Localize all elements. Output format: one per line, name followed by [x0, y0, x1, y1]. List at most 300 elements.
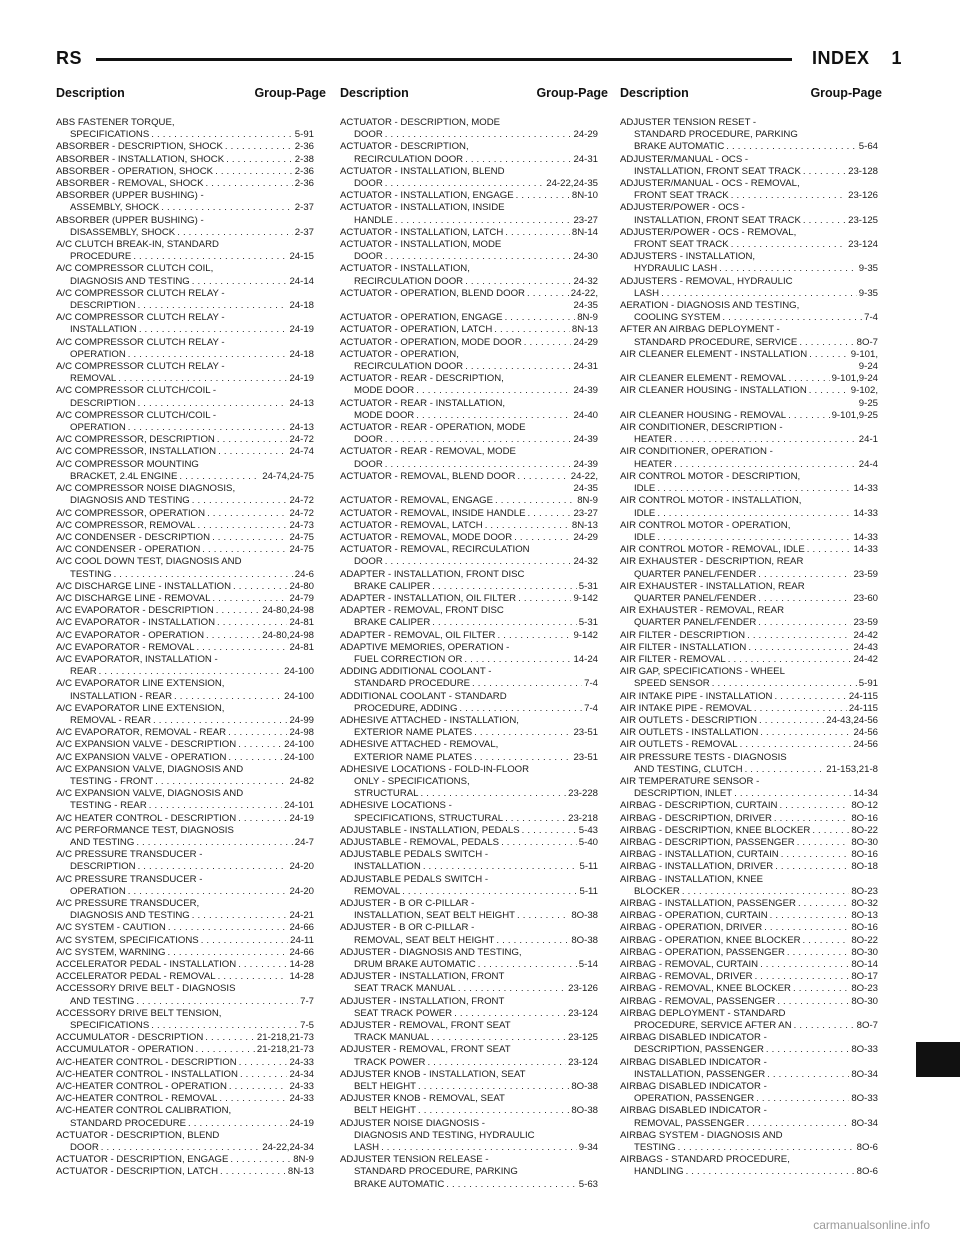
- entry-text: ADJUSTABLE PEDALS SWITCH -: [340, 873, 489, 885]
- entry-page: 24-29: [573, 531, 598, 543]
- entry-text: ABSORBER (UPPER BUSHING) -: [56, 214, 204, 226]
- dot-leader: [133, 251, 287, 263]
- dot-leader: [454, 1008, 566, 1020]
- dot-leader: [138, 398, 288, 410]
- entry-text: A/C COMPRESSOR MOUNTING: [56, 458, 199, 470]
- entry-text: AIRBAG - DESCRIPTION, CURTAIN: [620, 800, 778, 812]
- dot-leader: [803, 166, 846, 178]
- entry-text: ADJUSTER - INSTALLATION, FRONT: [340, 971, 505, 983]
- entry-text: ADJUSTABLE - REMOVAL, PEDALS: [340, 836, 500, 848]
- dot-leader: [518, 593, 571, 605]
- dot-leader: [201, 935, 288, 947]
- entry-text: ACTUATOR - REMOVAL, RECIRCULATION: [340, 544, 530, 556]
- dot-leader: [206, 630, 260, 642]
- dot-leader: [218, 971, 288, 983]
- dot-leader: [230, 1154, 291, 1166]
- entry-page: 24-31: [573, 153, 598, 165]
- index-entry: [620, 935, 878, 947]
- dot-leader: [755, 971, 850, 983]
- entry-text: SEAT TRACK POWER: [354, 1007, 453, 1019]
- entry-text: ACTUATOR - INSTALLATION,: [340, 263, 470, 275]
- entry-page: 8O-33: [851, 1093, 878, 1105]
- index-entry: [340, 715, 598, 739]
- entry-text: SPECIFICATIONS: [70, 1020, 150, 1032]
- entry-page: 8O-34: [851, 1117, 878, 1129]
- entry-text: A/C DISCHARGE LINE - INSTALLATION: [56, 580, 232, 592]
- dot-leader: [712, 678, 857, 690]
- entry-page: 24-43,24-56: [826, 714, 878, 726]
- dot-leader: [395, 215, 572, 227]
- dot-leader: [496, 935, 569, 947]
- index-entry: [56, 678, 314, 702]
- entry-text: AIR CONTROL MOTOR - REMOVAL, IDLE: [620, 544, 805, 556]
- dot-leader: [192, 495, 288, 507]
- entry-page: 24-80: [289, 580, 314, 592]
- entry-page: 8O-33: [851, 1044, 878, 1056]
- dot-leader: [233, 581, 287, 593]
- dot-leader: [218, 446, 287, 458]
- index-entry: [56, 752, 314, 764]
- entry-text: AIRBAG DEPLOYMENT - STANDARD: [620, 1007, 786, 1019]
- dot-leader: [421, 788, 567, 800]
- entry-page: 24-33: [289, 1081, 314, 1093]
- entry-text: ACTUATOR - REAR - OPERATION, MODE: [340, 422, 526, 434]
- entry-text: A/C COMPRESSOR CLUTCH RELAY -: [56, 287, 225, 299]
- entry-text: ACTUATOR - OPERATION, LATCH: [340, 324, 493, 336]
- entry-text: INSTALLATION: [70, 324, 137, 336]
- dot-leader: [774, 813, 849, 825]
- entry-text: ADJUSTER - REMOVAL, FRONT SEAT: [340, 1044, 511, 1056]
- entry-text: STANDARD PROCEDURE: [70, 1117, 187, 1129]
- entry-page: 24-81: [289, 641, 314, 653]
- index-entry: [620, 154, 878, 178]
- entry-page: 7-7: [300, 995, 314, 1007]
- entry-page: 8O-7: [856, 1020, 878, 1032]
- entry-text: A/C EVAPORATOR LINE EXTENSION,: [56, 678, 225, 690]
- entry-page: 9-101,: [850, 348, 878, 360]
- entry-page: 8O-16: [851, 922, 878, 934]
- entry-text: REMOVAL, PASSENGER: [634, 1117, 745, 1129]
- dot-leader: [99, 666, 282, 678]
- entry-text: A/C COMPRESSOR, REMOVAL: [56, 519, 196, 531]
- dot-leader: [151, 129, 293, 141]
- dot-leader: [770, 910, 850, 922]
- index-entry: [620, 813, 878, 825]
- entry-page: 24-56: [853, 727, 878, 739]
- entry-page: 7-4: [864, 312, 878, 324]
- entry-text: DESCRIPTION: [70, 397, 136, 409]
- entry-text: OPERATION: [70, 348, 126, 360]
- index-entry: [340, 825, 598, 837]
- entry-text: LASH: [354, 1142, 380, 1154]
- entry-text: A/C COMPRESSOR, INSTALLATION: [56, 446, 217, 458]
- entry-page: 14-33: [853, 531, 878, 543]
- entry-page-continued: 9-24: [858, 361, 878, 373]
- entry-page: 24-19: [289, 324, 314, 336]
- entry-page: 24-79: [289, 592, 314, 604]
- entry-page: 21-218,21-73: [256, 1044, 314, 1056]
- entry-page: 24-21: [289, 910, 314, 922]
- entry-text: ACTUATOR - REAR - DESCRIPTION,: [340, 373, 504, 385]
- index-entry: [620, 825, 878, 837]
- entry-page: 2-37: [294, 226, 314, 238]
- index-entry: [340, 642, 598, 666]
- dot-leader: [740, 739, 852, 751]
- entry-text: ACTUATOR - REMOVAL, INSIDE HANDLE: [340, 507, 526, 519]
- index-entry: [56, 544, 314, 556]
- index-title: INDEX: [811, 48, 870, 68]
- entry-page: 24-74,24-75: [262, 470, 314, 482]
- entry-text: ADAPTIVE MEMORIES, OPERATION -: [340, 641, 510, 653]
- dot-leader: [207, 508, 287, 520]
- entry-text: ONLY - SPECIFICATIONS,: [354, 775, 470, 787]
- index-entry: [620, 959, 878, 971]
- dot-leader: [657, 483, 851, 495]
- entry-text: HANDLE: [354, 214, 393, 226]
- entry-text: ACTUATOR - DESCRIPTION, MODE: [340, 117, 501, 128]
- index-entry: [620, 1057, 878, 1081]
- entry-page: 24-7: [294, 836, 314, 848]
- entry-text: HYDRAULIC LASH: [634, 263, 718, 275]
- column-header-2: [340, 86, 608, 100]
- dot-leader: [418, 1105, 569, 1117]
- entry-text: AIR OUTLETS - REMOVAL: [620, 739, 738, 751]
- dot-leader: [731, 190, 846, 202]
- entry-page: 24-14: [289, 275, 314, 287]
- entry-page: 2-36: [294, 141, 314, 153]
- index-entry: [56, 312, 314, 336]
- entry-page: 9-102,: [850, 385, 878, 397]
- dot-leader: [686, 1166, 855, 1178]
- dot-leader: [101, 1142, 260, 1154]
- entry-page: 24-66: [289, 922, 314, 934]
- dot-leader: [505, 312, 576, 324]
- entry-text: ABSORBER (UPPER BUSHING) -: [56, 190, 204, 202]
- entry-page: 2-37: [294, 202, 314, 214]
- index-entry: [620, 996, 878, 1008]
- entry-text: ABSORBER - DESCRIPTION, SHOCK: [56, 141, 223, 153]
- entry-text: AIRBAG - INSTALLATION, KNEE: [620, 873, 764, 885]
- dot-leader: [678, 1142, 855, 1154]
- dot-leader: [385, 556, 572, 568]
- dot-leader: [764, 922, 849, 934]
- index-entry: [620, 666, 878, 690]
- dot-leader: [220, 1166, 286, 1178]
- index-entry: [56, 874, 314, 898]
- entry-page: 24-42: [853, 629, 878, 641]
- dot-leader: [168, 922, 288, 934]
- index-entry: [56, 959, 314, 971]
- entry-page: 24-32: [573, 275, 598, 287]
- index-entry: [340, 996, 598, 1020]
- entry-page: 8O-14: [851, 959, 878, 971]
- index-entry: [340, 666, 598, 690]
- entry-page: 8O-34: [851, 1068, 878, 1080]
- entry-page: 23-124: [568, 1007, 598, 1019]
- entry-page: 8O-6: [856, 1142, 878, 1154]
- dot-leader: [793, 983, 849, 995]
- entry-text: ACTUATOR - REAR - INSTALLATION,: [340, 397, 506, 409]
- entry-text: INSTALLATION, FRONT SEAT TRACK: [634, 165, 801, 177]
- page-header: [56, 46, 902, 76]
- index-entry: [340, 605, 598, 629]
- entry-text: A/C SYSTEM, WARNING: [56, 946, 166, 958]
- entry-page: 7-5: [300, 1020, 314, 1032]
- index-entry: [340, 739, 598, 763]
- entry-text: AIR CONDITIONER, OPERATION -: [620, 446, 773, 458]
- index-entry: [56, 166, 314, 178]
- dot-leader: [812, 825, 849, 837]
- entry-page: 23-60: [853, 592, 878, 604]
- entry-text: ADAPTER - INSTALLATION, OIL FILTER: [340, 592, 517, 604]
- index-entry: [340, 1069, 598, 1093]
- index-entry: [56, 630, 314, 642]
- entry-page: 8O-16: [851, 849, 878, 861]
- index-entry: [56, 520, 314, 532]
- entry-text: AIR EXHAUSTER - INSTALLATION, REAR: [620, 580, 805, 592]
- entry-page: 8O-22: [851, 824, 878, 836]
- column-header-group-page: Group-Page: [810, 86, 882, 100]
- index-entry: [56, 983, 314, 1007]
- dot-leader: [136, 837, 292, 849]
- index-entry: [620, 898, 878, 910]
- entry-text: A/C COMPRESSOR, DESCRIPTION: [56, 434, 215, 446]
- entry-text: ACCESSORY DRIVE BELT TENSION,: [56, 1007, 222, 1019]
- index-entry: [56, 1008, 314, 1032]
- dot-leader: [803, 935, 850, 947]
- index-entry: [620, 300, 878, 324]
- entry-page: 24-29: [573, 336, 598, 348]
- entry-text: AIR CONTROL MOTOR - DESCRIPTION,: [620, 470, 801, 482]
- entry-page: 24-39: [573, 458, 598, 470]
- dot-leader: [759, 715, 824, 727]
- dot-leader: [196, 642, 287, 654]
- entry-text: FUEL CORRECTION OR: [354, 653, 463, 665]
- entry-text: ACTUATOR - INSTALLATION, INSIDE: [340, 202, 505, 214]
- entry-page: 7-4: [584, 702, 598, 714]
- entry-text: PROCEDURE: [70, 251, 132, 263]
- index-column-3: [620, 117, 878, 1179]
- index-entry: [56, 532, 314, 544]
- entry-text: ACTUATOR - DESCRIPTION,: [340, 141, 469, 153]
- dot-leader: [128, 422, 288, 434]
- entry-text: A/C-HEATER CONTROL - DESCRIPTION: [56, 1056, 237, 1068]
- entry-text: BRACKET, 2.4L ENGINE: [70, 470, 178, 482]
- entry-text: DOOR: [354, 458, 383, 470]
- dot-leader: [485, 520, 570, 532]
- entry-text: ADAPTER - REMOVAL, FRONT DISC: [340, 605, 504, 617]
- entry-page: 23-126: [568, 983, 598, 995]
- dot-leader: [719, 263, 857, 275]
- index-entry: [56, 1105, 314, 1129]
- dot-leader: [758, 593, 851, 605]
- entry-page: 24-20: [289, 885, 314, 897]
- index-entry: [56, 593, 314, 605]
- dot-leader: [198, 520, 288, 532]
- index-entry: [340, 239, 598, 263]
- entry-text: ADHESIVE ATTACHED - REMOVAL,: [340, 739, 499, 751]
- entry-text: A/C-HEATER CONTROL - INSTALLATION: [56, 1068, 238, 1080]
- column-header-group-page: Group-Page: [254, 86, 326, 100]
- entry-text: DOOR: [354, 434, 383, 446]
- index-entry: [340, 422, 598, 446]
- index-entry: [620, 691, 878, 703]
- page-title: [812, 48, 902, 69]
- entry-text: A/C PRESSURE TRANSDUCER -: [56, 849, 203, 861]
- entry-text: AIR CONDITIONER, DESCRIPTION -: [620, 422, 783, 434]
- header-rule: [96, 58, 792, 61]
- entry-text: SPECIFICATIONS, STRUCTURAL: [354, 812, 504, 824]
- entry-text: ACTUATOR - DESCRIPTION, ENGAGE: [56, 1154, 229, 1166]
- index-entry: [56, 117, 314, 141]
- entry-page: 24-100: [284, 690, 314, 702]
- entry-page: 5-14: [578, 959, 598, 971]
- entry-text: A/C CLUTCH BREAK-IN, STANDARD: [56, 239, 219, 251]
- dot-leader: [206, 178, 293, 190]
- entry-text: AIR CONTROL MOTOR - OPERATION,: [620, 519, 791, 531]
- entry-text: ADJUSTABLE - INSTALLATION, PEDALS: [340, 824, 520, 836]
- entry-text: ACTUATOR - OPERATION, ENGAGE: [340, 312, 503, 324]
- index-entry: [56, 971, 314, 983]
- dot-leader: [402, 886, 577, 898]
- entry-text: AND TESTING: [70, 995, 135, 1007]
- index-entry: [620, 410, 878, 422]
- index-entry: [340, 202, 598, 226]
- index-entry: [56, 898, 314, 922]
- entry-page: 9-142: [573, 629, 598, 641]
- dot-leader: [745, 764, 825, 776]
- dot-leader: [775, 861, 849, 873]
- entry-text: DOOR: [354, 178, 383, 190]
- entry-text: A/C COMPRESSOR CLUTCH RELAY -: [56, 312, 225, 324]
- entry-text: OPERATION: [70, 422, 126, 434]
- entry-text: ACTUATOR - REMOVAL, LATCH: [340, 519, 483, 531]
- entry-text: AIR CONTROL MOTOR - INSTALLATION,: [620, 495, 802, 507]
- entry-page: 2-36: [294, 165, 314, 177]
- entry-text: ADJUSTER/MANUAL - OCS - REMOVAL,: [620, 178, 800, 190]
- dot-leader: [212, 532, 287, 544]
- entry-text: A/C SYSTEM, SPECIFICATIONS: [56, 934, 199, 946]
- dot-leader: [225, 141, 293, 153]
- entry-text: ADHESIVE ATTACHED - INSTALLATION,: [340, 714, 519, 726]
- entry-text: AIRBAG DISABLED INDICATOR -: [620, 1081, 767, 1093]
- dot-leader: [177, 227, 293, 239]
- entry-text: INSTALLATION, FRONT SEAT TRACK: [634, 214, 801, 226]
- dot-leader: [758, 617, 851, 629]
- index-entry: [620, 422, 878, 446]
- dot-leader: [228, 752, 282, 764]
- dot-leader: [657, 508, 851, 520]
- dot-leader: [228, 727, 287, 739]
- index-entry: [56, 483, 314, 507]
- entry-page-continued: 24-35: [573, 483, 598, 495]
- entry-text: RECIRCULATION DOOR: [354, 361, 464, 373]
- entry-page: 24-18: [289, 348, 314, 360]
- entry-text: A/C EVAPORATOR, INSTALLATION -: [56, 653, 218, 665]
- entry-page-continued: 9-25: [858, 397, 878, 409]
- dot-leader: [722, 312, 862, 324]
- entry-text: AFTER AN AIRBAG DEPLOYMENT -: [620, 324, 780, 336]
- dot-leader: [465, 276, 571, 288]
- entry-text: AIR OUTLETS - INSTALLATION: [620, 727, 759, 739]
- dot-leader: [517, 910, 569, 922]
- entry-page: 8O-23: [851, 885, 878, 897]
- entry-text: QUARTER PANEL/FENDER: [634, 568, 757, 580]
- dot-leader: [188, 1118, 287, 1130]
- entry-text: HEATER: [634, 458, 673, 470]
- entry-text: A/C-HEATER CONTROL - REMOVAL: [56, 1093, 218, 1105]
- entry-page: 24-115: [848, 690, 878, 702]
- entry-page: 9-35: [858, 263, 878, 275]
- entry-text: A/C EVAPORATOR - REMOVAL: [56, 641, 195, 653]
- entry-text: ADAPTER - REMOVAL, OIL FILTER: [340, 629, 496, 641]
- entry-page: 5-31: [578, 580, 598, 592]
- dot-leader: [788, 410, 829, 422]
- entry-page: 5-40: [578, 836, 598, 848]
- index-entry: [56, 459, 314, 483]
- entry-text: ABS FASTENER TORQUE,: [56, 117, 175, 128]
- entry-text: DOOR: [354, 129, 383, 141]
- index-entry: [56, 788, 314, 812]
- dot-leader: [118, 373, 287, 385]
- entry-page: 24-101: [284, 800, 314, 812]
- dot-leader: [202, 544, 287, 556]
- entry-text: REMOVAL: [70, 373, 117, 385]
- entry-text: RECIRCULATION DOOR: [354, 275, 464, 287]
- dot-leader: [527, 288, 569, 300]
- entry-text: DISASSEMBLY, SHOCK: [70, 226, 176, 238]
- page-number: 1: [891, 48, 902, 68]
- dot-leader: [674, 459, 857, 471]
- entry-page: 9-35: [858, 287, 878, 299]
- entry-page: 14-28: [289, 959, 314, 971]
- entry-page: 24-30: [573, 251, 598, 263]
- entry-page: 24-115: [848, 702, 878, 714]
- entry-text: STANDARD PROCEDURE, PARKING: [354, 1166, 518, 1178]
- dot-leader: [138, 861, 288, 873]
- entry-text: A/C EXPANSION VALVE - OPERATION: [56, 751, 227, 763]
- entry-text: MODE DOOR: [354, 385, 415, 397]
- entry-page: 8N-9: [577, 495, 598, 507]
- index-entry: [620, 947, 878, 959]
- entry-text: ACTUATOR - OPERATION, MODE DOOR: [340, 336, 522, 348]
- entry-text: AIRBAG DISABLED INDICATOR -: [620, 1105, 767, 1117]
- entry-text: BRAKE AUTOMATIC: [354, 1178, 445, 1190]
- dot-leader: [734, 788, 851, 800]
- dot-leader: [229, 1081, 288, 1093]
- entry-text: ABSORBER - OPERATION, SHOCK: [56, 165, 214, 177]
- index-entry: [620, 1105, 878, 1129]
- entry-text: ACCESSORY DRIVE BELT - DIAGNOSIS: [56, 983, 236, 995]
- index-entry: [620, 276, 878, 300]
- index-entry: [56, 288, 314, 312]
- entry-text: A/C COMPRESSOR CLUTCH RELAY -: [56, 361, 225, 373]
- entry-text: ACCELERATOR PEDAL - REMOVAL: [56, 971, 216, 983]
- index-entry: [56, 1069, 314, 1081]
- entry-page: 14-24: [573, 653, 598, 665]
- dot-leader: [219, 1093, 287, 1105]
- entry-text: AIRBAG - INSTALLATION, PASSENGER: [620, 898, 796, 909]
- index-entry: [56, 947, 314, 959]
- entry-page: 23-27: [573, 507, 598, 519]
- index-entry: [56, 922, 314, 934]
- index-entry: [340, 373, 598, 397]
- dot-leader: [514, 532, 571, 544]
- index-entry: [620, 983, 878, 995]
- dot-leader: [114, 569, 293, 581]
- entry-text: A/C-HEATER CONTROL CALIBRATION,: [56, 1105, 232, 1117]
- entry-text: ACTUATOR - DESCRIPTION, BLEND: [56, 1129, 220, 1141]
